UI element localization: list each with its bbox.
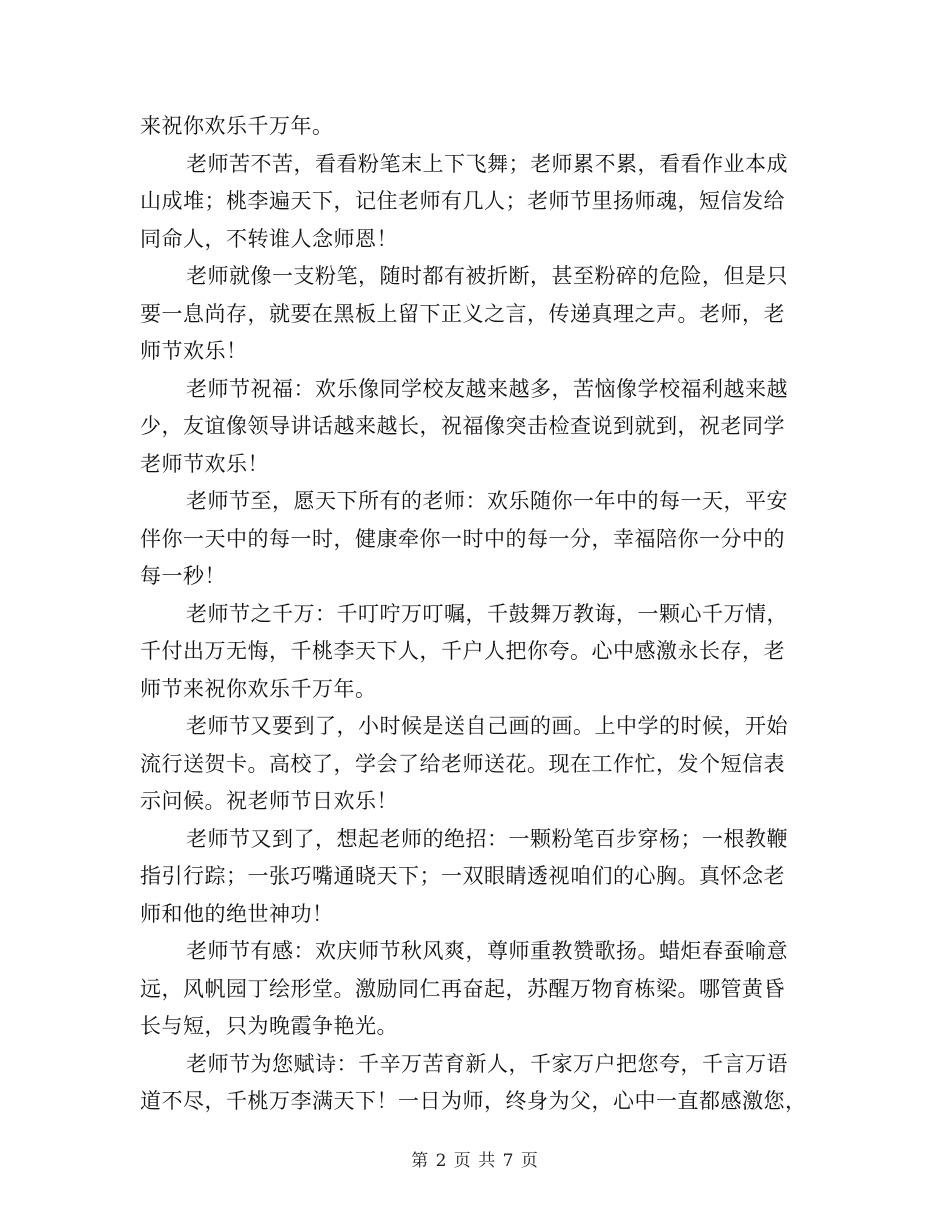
text-line: 老师节欢乐！ [140, 451, 269, 476]
text-line: 同命人，不转谁人念师恩！ [140, 226, 398, 251]
text-line: 每一秒！ [140, 564, 226, 588]
text-line: 道不尽，千桃万李满天下！一日为师，终身为父，心中一直都感激您， [140, 1089, 807, 1113]
text-line: 师节来祝你欢乐千万年。 [140, 676, 377, 701]
text-line: 长与短，只为晚霞争艳光。 [140, 1014, 398, 1038]
paragraph-first-line: 老师节又到了，想起老师的绝招：一颗粉笔百步穿杨；一根教鞭 [186, 826, 788, 851]
paragraph-first-line: 老师就像一支粉笔，随时都有被折断，甚至粉碎的危险，但是只 [186, 264, 788, 288]
text-line: 师节欢乐！ [140, 339, 248, 363]
text-line: 山成堆；桃李遍天下，记住老师有几人；老师节里扬师魂，短信发给 [140, 189, 785, 213]
text-line: 伴你一天中的每一时，健康牵你一时中的每一分，幸福陪你一分中的 [140, 526, 785, 551]
paragraph-first-line: 老师节之千万：千叮咛万叮嘱，千鼓舞万教诲，一颗心千万情， [186, 601, 788, 626]
document-body [140, 108, 805, 1121]
paragraph-first-line: 老师节为您赋诗：千辛万苦育新人，千家万户把您夸，千言万语 [186, 1051, 788, 1076]
page-footer: 第 2 页 共 7 页 [411, 1151, 539, 1171]
text-line: 师和他的绝世神功！ [140, 901, 334, 926]
paragraph-first-line: 老师节祝福：欢乐像同学校友越来越多，苦恼像学校福利越来越 [186, 376, 788, 401]
paragraph-first-line: 老师节有感：欢庆师节秋风爽，尊师重教赞歌扬。蜡炬春蚕喻意 [186, 939, 788, 963]
paragraph-first-line: 老师节至，愿天下所有的老师：欢乐随你一年中的每一天，平安 [186, 489, 788, 513]
text-line: 来祝你欢乐千万年。 [140, 114, 334, 138]
text-line: 千付出万无悔，千桃李天下人，千户人把你夸。心中感激永长存，老 [140, 639, 785, 663]
text-line: 少，友谊像领导讲话越来越长，祝福像突击检查说到就到，祝老同学 [140, 414, 785, 438]
paragraph-first-line: 老师节又要到了，小时候是送自己画的画。上中学的时候，开始 [186, 714, 788, 738]
paragraph-first-line: 老师苦不苦，看看粉笔末上下飞舞；老师累不累，看看作业本成 [186, 151, 788, 176]
text-line: 要一息尚存，就要在黑板上留下正义之言，传递真理之声。老师，老 [140, 301, 785, 326]
text-line: 远，风帆园丁绘形堂。激励同仁再奋起，苏醒万物育栋梁。哪管黄昏 [140, 976, 785, 1001]
text-line: 指引行踪；一张巧嘴通晓天下；一双眼睛透视咱们的心胸。真怀念老 [140, 864, 785, 888]
text-line: 流行送贺卡。高校了，学会了给老师送花。现在工作忙，发个短信表 [140, 751, 785, 776]
text-line: 示问候。祝老师节日欢乐！ [140, 789, 398, 813]
